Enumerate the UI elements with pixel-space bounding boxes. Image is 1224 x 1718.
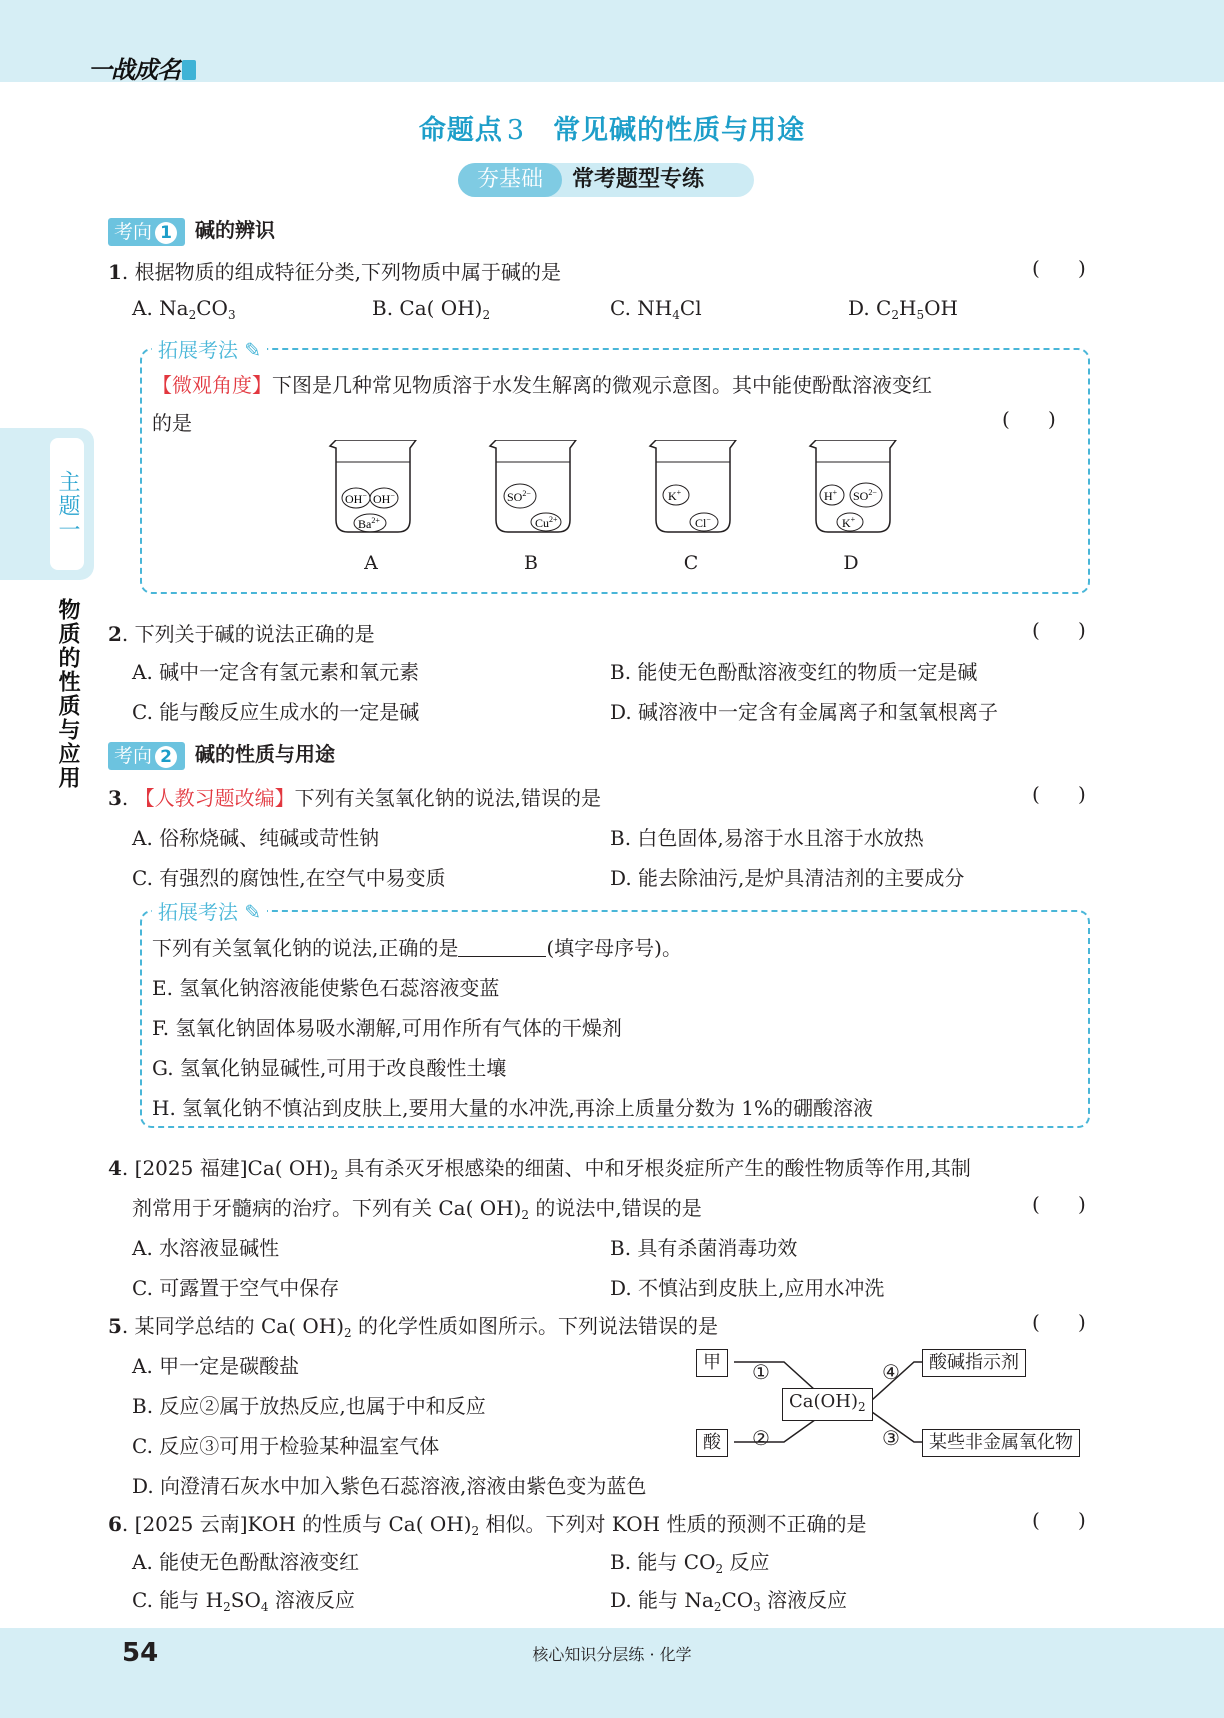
ext2-item-e: E. 氢氧化钠溶液能使紫色石蕊溶液变蓝 [152, 976, 500, 1000]
brand-logo: 一战成名 [88, 50, 196, 85]
title-prefix: 命题点 [418, 115, 503, 146]
reaction-num-2: ② [752, 1426, 770, 1450]
q5-option-a: A. 甲一定是碳酸盐 [132, 1354, 300, 1378]
svg-text:SO2−: $SO^{2-}$ [507, 489, 531, 504]
reaction-num-1: ① [752, 1360, 770, 1384]
q1-option-b: B. Ca( $OH)_2$ [372, 296, 491, 322]
q1-option-c: C. $NH_4Cl$ [610, 296, 702, 322]
answer-paren: ( ) [1032, 1192, 1086, 1216]
svg-text:OH−: OH− [373, 491, 395, 506]
answer-paren: ( ) [1032, 1508, 1086, 1532]
section-label: 碱的辨识 [195, 218, 276, 242]
topic-label: 主题一 [55, 470, 80, 542]
extension-label-2: 拓展考法 ✎ [152, 896, 267, 925]
q6-option-a: A. 能使无色酚酞溶液变红 [132, 1550, 360, 1574]
section-heading-2 [108, 738, 335, 770]
beaker-label-b: B [524, 552, 538, 574]
beaker-label-c: C [683, 552, 699, 574]
reaction-num-3: ③ [882, 1426, 900, 1450]
node-oxide: 某些非金属氧化物 [922, 1429, 1080, 1457]
section-label: 碱的性质与用途 [195, 742, 336, 766]
question-5: 5. 某同学总结的 Ca( $OH)_2$ 的化学性质如图所示。下列说法错误的是 [108, 1314, 719, 1340]
answer-paren: ( ) [1032, 1310, 1086, 1334]
page-title [0, 108, 1224, 147]
ext2-item-h: H. 氢氧化钠不慎沾到皮肤上,要用大量的水冲洗,再涂上质量分数为 1%的硼酸溶液 [152, 1096, 873, 1120]
svg-text:Cl−: Cl− [695, 515, 711, 530]
q2-option-d: D. 碱溶液中一定含有金属离子和氢氧根离子 [610, 700, 999, 724]
answer-blank[interactable] [458, 936, 546, 957]
question-6: 6. [2025 云南]KOH 的性质与 Ca( $OH)_2$ 相似。下列对 KOH 性质的预测不正确的是 [108, 1512, 867, 1538]
svg-text:K+: K+ [842, 515, 856, 530]
svg-text:OH−: OH− [345, 491, 367, 506]
q4-line-2: 剂常用于牙髓病的治疗。下列有关 Ca( $OH)_2$ 的说法中,错误的是 [132, 1196, 702, 1222]
question-2: 2. 下列关于碱的说法正确的是 [108, 622, 375, 646]
page-number: 54 [122, 1638, 159, 1668]
svg-text:Ba2+: $Ba^{2+}$ [358, 516, 380, 531]
section-pill [458, 163, 754, 197]
section-badge: 考向 2 [108, 742, 185, 770]
chapter-title: 物质的性质与应用 [55, 598, 80, 790]
answer-paren: ( ) [1032, 782, 1086, 806]
beaker-d [810, 440, 896, 532]
svg-text:K+: K+ [668, 488, 682, 503]
beaker-a [330, 440, 416, 532]
pill-secondary: 常考题型专练 [572, 167, 705, 192]
q5-option-c: C. 反应③可用于检验某种温室气体 [132, 1434, 440, 1458]
svg-text:Cu2+: $Cu^{2+}$ [535, 515, 558, 530]
beaker-label-d: D [843, 552, 859, 574]
ext1-line-2: 的是 [152, 411, 192, 435]
q6-option-b: B. 能与 $CO_2$ 反应 [610, 1550, 770, 1576]
footer-text: 核心知识分层练 · 化学 [532, 1645, 692, 1664]
beaker-diagram [320, 440, 910, 540]
extension-label-1: 拓展考法 ✎ [152, 334, 267, 363]
beaker-label-a: A [364, 552, 378, 574]
q1-option-a: A. $Na_2CO_3$ [132, 296, 236, 322]
reaction-num-4: ④ [882, 1360, 900, 1384]
section-badge: 考向 1 [108, 218, 185, 246]
title-main: 常见碱的性质与用途 [553, 115, 806, 146]
node-jia: 甲 [696, 1349, 728, 1377]
answer-paren: ( ) [1032, 256, 1086, 280]
q4-option-a: A. 水溶液显碱性 [132, 1236, 280, 1260]
question-3: 3. 【人教习题改编】下列有关氢氧化钠的说法,错误的是 [108, 786, 601, 810]
node-caoh2: $Ca(OH)_2$ [782, 1388, 873, 1421]
q3-option-c: C. 有强烈的腐蚀性,在空气中易变质 [132, 866, 446, 890]
answer-paren: ( ) [1002, 407, 1056, 431]
q3-option-a: A. 俗称烧碱、纯碱或苛性钠 [132, 826, 380, 850]
node-acid: 酸 [696, 1429, 728, 1457]
question-1: 1. 根据物质的组成特征分类,下列物质中属于碱的是 [108, 260, 561, 284]
q5-option-d: D. 向澄清石灰水中加入紫色石蕊溶液,溶液由紫色变为蓝色 [132, 1474, 647, 1498]
node-indicator: 酸碱指示剂 [922, 1349, 1026, 1377]
logo-tag-icon [182, 60, 196, 80]
section-heading-1 [108, 214, 275, 246]
ext1-line-1: 【微观角度】下图是几种常见物质溶于水发生解离的微观示意图。其中能使酚酞溶液变红 [152, 373, 932, 397]
pill-primary: 夯基础 [458, 163, 562, 197]
svg-text:SO2−: $SO^{2-}$ [853, 488, 877, 503]
title-number: 3 [506, 115, 526, 146]
q4-option-c: C. 可露置于空气中保存 [132, 1276, 340, 1300]
q4-option-d: D. 不慎沾到皮肤上,应用水冲洗 [610, 1276, 885, 1300]
q2-option-a: A. 碱中一定含有氢元素和氧元素 [132, 660, 420, 684]
q4-option-b: B. 具有杀菌消毒功效 [610, 1236, 798, 1260]
ext2-item-f: F. 氢氧化钠固体易吸水潮解,可用作所有气体的干燥剂 [152, 1016, 622, 1040]
q6-option-c: C. 能与 $H_2SO_4$ 溶液反应 [132, 1588, 355, 1614]
q5-option-b: B. 反应②属于放热反应,也属于中和反应 [132, 1394, 486, 1418]
q6-option-d: D. 能与 $Na_2CO_3$ 溶液反应 [610, 1588, 848, 1614]
beaker-b [490, 440, 576, 532]
svg-text:H+: H+ [824, 488, 838, 503]
ext2-item-g: G. 氢氧化钠显碱性,可用于改良酸性土壤 [152, 1056, 507, 1080]
question-4: 4. [2025 福建]Ca( $OH)_2$ 具有杀灭牙根感染的细菌、中和牙根炎症所产生的酸性物质等作用,其制 [108, 1156, 971, 1182]
q3-option-d: D. 能去除油污,是炉具清洁剂的主要成分 [610, 866, 965, 890]
beaker-c [650, 440, 736, 532]
ext2-stem: 下列有关氢氧化钠的说法,正确的是 (填字母序号)。 [152, 936, 682, 960]
q3-option-b: B. 白色固体,易溶于水且溶于水放热 [610, 826, 924, 850]
q1-option-d: D. $C_2H_5OH$ [848, 296, 958, 322]
q2-option-c: C. 能与酸反应生成水的一定是碱 [132, 700, 420, 724]
q2-option-b: B. 能使无色酚酞溶液变红的物质一定是碱 [610, 660, 978, 684]
answer-paren: ( ) [1032, 618, 1086, 642]
